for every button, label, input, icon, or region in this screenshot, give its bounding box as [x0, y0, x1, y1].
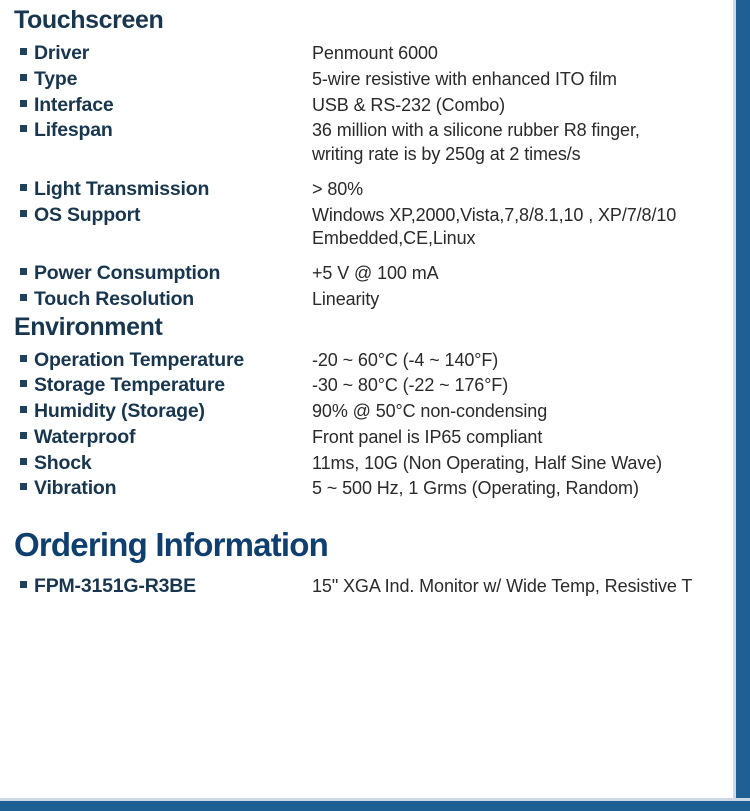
spec-label: Storage Temperature	[34, 374, 225, 397]
spec-value-line: Embedded,CE,Linux	[312, 228, 476, 249]
spec-row	[14, 67, 726, 93]
spec-row	[14, 451, 726, 477]
spec-value	[312, 67, 726, 93]
spec-label: Light Transmission	[34, 177, 210, 200]
spec-label: OS Support	[34, 203, 141, 226]
spec-label: Waterproof	[34, 425, 136, 448]
spec-value-line: 5 ~ 500 Hz, 1 Grms (Operating, Random)	[312, 478, 639, 499]
spec-value-line: > 80%	[312, 178, 364, 199]
spec-value-line: 11ms, 10G (Non Operating, Half Sine Wave)	[312, 452, 663, 473]
bullet-icon	[14, 373, 34, 399]
spec-label: Operation Temperature	[34, 348, 244, 371]
spec-row	[14, 177, 726, 203]
spec-label: Power Consumption	[34, 262, 221, 284]
bullet-icon	[14, 118, 34, 168]
spec-label: Touch Resolution	[34, 287, 195, 310]
spec-value-line: 36 million with a silicone rubber R8 finger,	[312, 120, 640, 141]
section-title-touchscreen: Touchscreen	[14, 6, 164, 34]
spec-value	[312, 287, 726, 313]
spec-row	[14, 287, 726, 313]
bullet-icon	[14, 574, 34, 600]
spec-table-touchscreen	[14, 41, 726, 313]
bullet-icon	[14, 451, 34, 477]
bullet-icon	[14, 203, 34, 253]
spec-value-line: +5 V @ 100 mA	[312, 263, 439, 283]
bullet-icon	[14, 41, 34, 67]
row-spacer	[14, 168, 726, 177]
spec-value-line: USB & RS-232 (Combo)	[312, 94, 506, 115]
spec-value-line: writing rate is by 250g at 2 times/s	[312, 144, 581, 164]
spec-row	[14, 425, 726, 451]
spec-value	[312, 348, 726, 374]
bullet-icon	[14, 348, 34, 374]
spec-value-line: 90% @ 50°C non-condensing	[312, 401, 548, 421]
spec-row	[14, 399, 726, 425]
ordering-row	[14, 574, 726, 600]
spec-label: Type	[34, 67, 78, 90]
spec-value	[312, 373, 726, 399]
bullet-icon	[14, 425, 34, 451]
section-title-ordering-information: Ordering Information	[14, 526, 329, 563]
spec-row	[14, 93, 726, 119]
bullet-icon	[14, 93, 34, 119]
bullet-icon	[14, 287, 34, 313]
spec-row	[14, 348, 726, 374]
row-spacer	[14, 252, 726, 261]
spec-value	[312, 425, 726, 451]
spec-row	[14, 203, 726, 253]
section-title-environment: Environment	[14, 312, 163, 341]
spec-label: Interface	[34, 93, 114, 116]
bullet-icon	[14, 476, 34, 502]
spec-value-line: Windows XP,2000,Vista,7,8/8.1,10 , XP/7/8/10	[312, 204, 677, 225]
spec-value-line: Linearity	[312, 288, 380, 309]
spec-value-line: -20 ~ 60°C (-4 ~ 140°F)	[312, 349, 499, 370]
page-edge-bottom	[0, 798, 750, 811]
spec-value-line: 5-wire resistive with enhanced ITO film	[312, 68, 617, 89]
spec-value	[312, 451, 726, 477]
spec-value	[312, 41, 726, 67]
spec-table-ordering	[14, 574, 726, 600]
spec-label: Driver	[34, 42, 90, 64]
spec-value	[312, 203, 726, 253]
spec-row	[14, 261, 726, 287]
spec-label: Lifespan	[34, 119, 113, 142]
spec-value	[312, 177, 726, 203]
spec-value-line: Front panel is IP65 compliant	[312, 426, 543, 447]
bullet-icon	[14, 261, 34, 287]
spec-value	[312, 93, 726, 119]
spec-value-line: Penmount 6000	[312, 43, 438, 63]
spec-row	[14, 373, 726, 399]
spec-label: Humidity (Storage)	[34, 400, 205, 422]
bullet-icon	[14, 399, 34, 425]
spec-row	[14, 41, 726, 67]
spec-value	[312, 118, 726, 168]
ordering-description	[312, 574, 726, 600]
page-edge-right	[733, 0, 750, 811]
ordering-part-number: FPM-3151G-R3BE	[34, 575, 196, 597]
spec-value-line: -30 ~ 80°C (-22 ~ 176°F)	[312, 375, 509, 396]
spec-label: Shock	[34, 451, 92, 474]
spec-value	[312, 261, 726, 287]
bullet-icon	[14, 177, 34, 203]
spec-row	[14, 118, 726, 168]
spec-row	[14, 476, 726, 502]
spec-value	[312, 476, 726, 502]
spec-label: Vibration	[34, 477, 117, 500]
spec-table-environment	[14, 348, 726, 503]
ordering-description-line: 15" XGA Ind. Monitor w/ Wide Temp, Resistive T	[312, 576, 693, 596]
spec-value	[312, 399, 726, 425]
bullet-icon	[14, 67, 34, 93]
